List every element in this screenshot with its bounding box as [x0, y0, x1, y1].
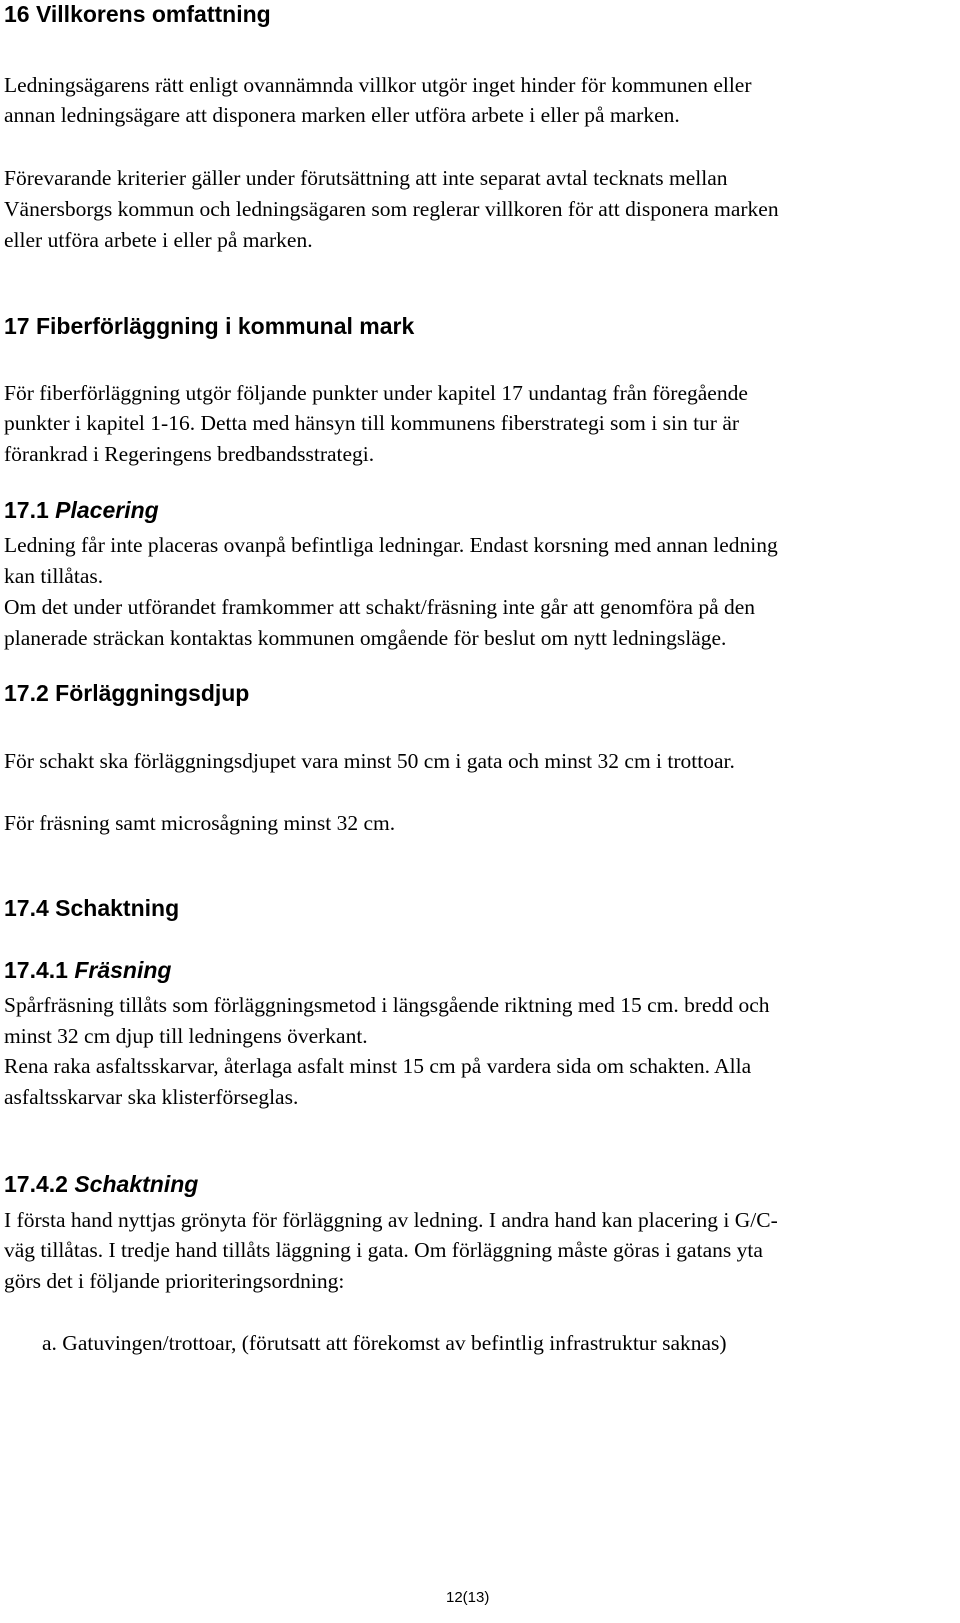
section-17-4-2-line-3: görs det i följande prioriteringsordning:	[4, 1269, 345, 1293]
section-17-1-number: 17.1	[4, 497, 49, 523]
section-16-paragraph-1-line-1: Ledningsägarens rätt enligt ovannämnda villkor utgör inget hinder för kommunen eller	[4, 73, 752, 97]
section-17-4-1-line-3: Rena raka asfaltsskarvar, återlaga asfalt minst 15 cm på vardera sida om schakten. Alla	[4, 1054, 752, 1078]
section-17-4-2-line-2: väg tillåtas. I tredje hand tillåts läggning i gata. Om förläggning måste göras i gatans yta	[4, 1238, 763, 1262]
section-16-paragraph-2-line-3: eller utföra arbete i eller på marken.	[4, 228, 313, 252]
section-17-2-heading: 17.2 Förläggningsdjup	[4, 680, 250, 706]
section-17-1-line-1: Ledning får inte placeras ovanpå befintliga ledningar. Endast korsning med annan ledning	[4, 533, 778, 557]
section-16-paragraph-2-line-1: Förevarande kriterier gäller under förutsättning att inte separat avtal tecknats mellan	[4, 166, 728, 190]
section-17-heading: 17 Fiberförläggning i kommunal mark	[4, 313, 415, 339]
section-17-1-heading	[4, 496, 159, 524]
section-17-4-2-heading	[4, 1170, 198, 1198]
section-16-paragraph-2-line-2: Vänersborgs kommun och ledningsägaren som reglerar villkoren för att disponera marken	[4, 197, 779, 221]
section-17-1-line-4: planerade sträckan kontaktas kommunen omgående för beslut om nytt ledningsläge.	[4, 626, 727, 650]
section-17-4-1-line-1: Spårfräsning tillåts som förläggningsmetod i längsgående riktning med 15 cm. bredd och	[4, 993, 770, 1017]
section-17-1-line-3: Om det under utförandet framkommer att schakt/fräsning inte går att genomföra på den	[4, 595, 756, 619]
section-17-paragraph-line-2: punkter i kapitel 1-16. Detta med hänsyn till kommunens fiberstrategi som i sin tur är	[4, 411, 740, 435]
section-17-4-1-number: 17.4.1	[4, 957, 68, 983]
section-17-4-1-title: Fräsning	[67, 957, 172, 983]
section-17-1-line-2: kan tillåtas.	[4, 564, 104, 588]
section-17-4-1-heading	[4, 956, 171, 984]
section-17-4-1-line-2: minst 32 cm djup till ledningens överkant.	[4, 1024, 368, 1048]
section-17-paragraph-line-1: För fiberförläggning utgör följande punkter under kapitel 17 undantag från föregående	[4, 381, 748, 405]
section-17-1-title: Placering	[48, 497, 159, 523]
section-17-paragraph-line-3: förankrad i Regeringens bredbandsstrategi.	[4, 442, 375, 466]
list-item-a: a. Gatuvingen/trottoar, (förutsatt att förekomst av befintlig infrastruktur saknas)	[42, 1331, 727, 1355]
section-17-2-paragraph-1: För schakt ska förläggningsdjupet vara minst 50 cm i gata och minst 32 cm i trottoar.	[4, 749, 735, 773]
section-17-4-1-line-4: asfaltsskarvar ska klisterförseglas.	[4, 1085, 299, 1109]
section-17-4-2-line-1: I första hand nyttjas grönyta för förläggning av ledning. I andra hand kan placering i G/C-	[4, 1208, 778, 1232]
section-16-heading: 16 Villkorens omfattning	[4, 1, 271, 27]
section-16-paragraph-1-line-2: annan ledningsägare att disponera marken eller utföra arbete i eller på marken.	[4, 103, 680, 127]
section-17-4-2-number: 17.4.2	[4, 1171, 68, 1197]
page-number: 12(13)	[446, 1589, 490, 1606]
section-17-2-paragraph-2: För fräsning samt microsågning minst 32 cm.	[4, 811, 396, 835]
section-17-4-2-title: Schaktning	[67, 1171, 199, 1197]
section-17-4-heading: 17.4 Schaktning	[4, 895, 180, 921]
